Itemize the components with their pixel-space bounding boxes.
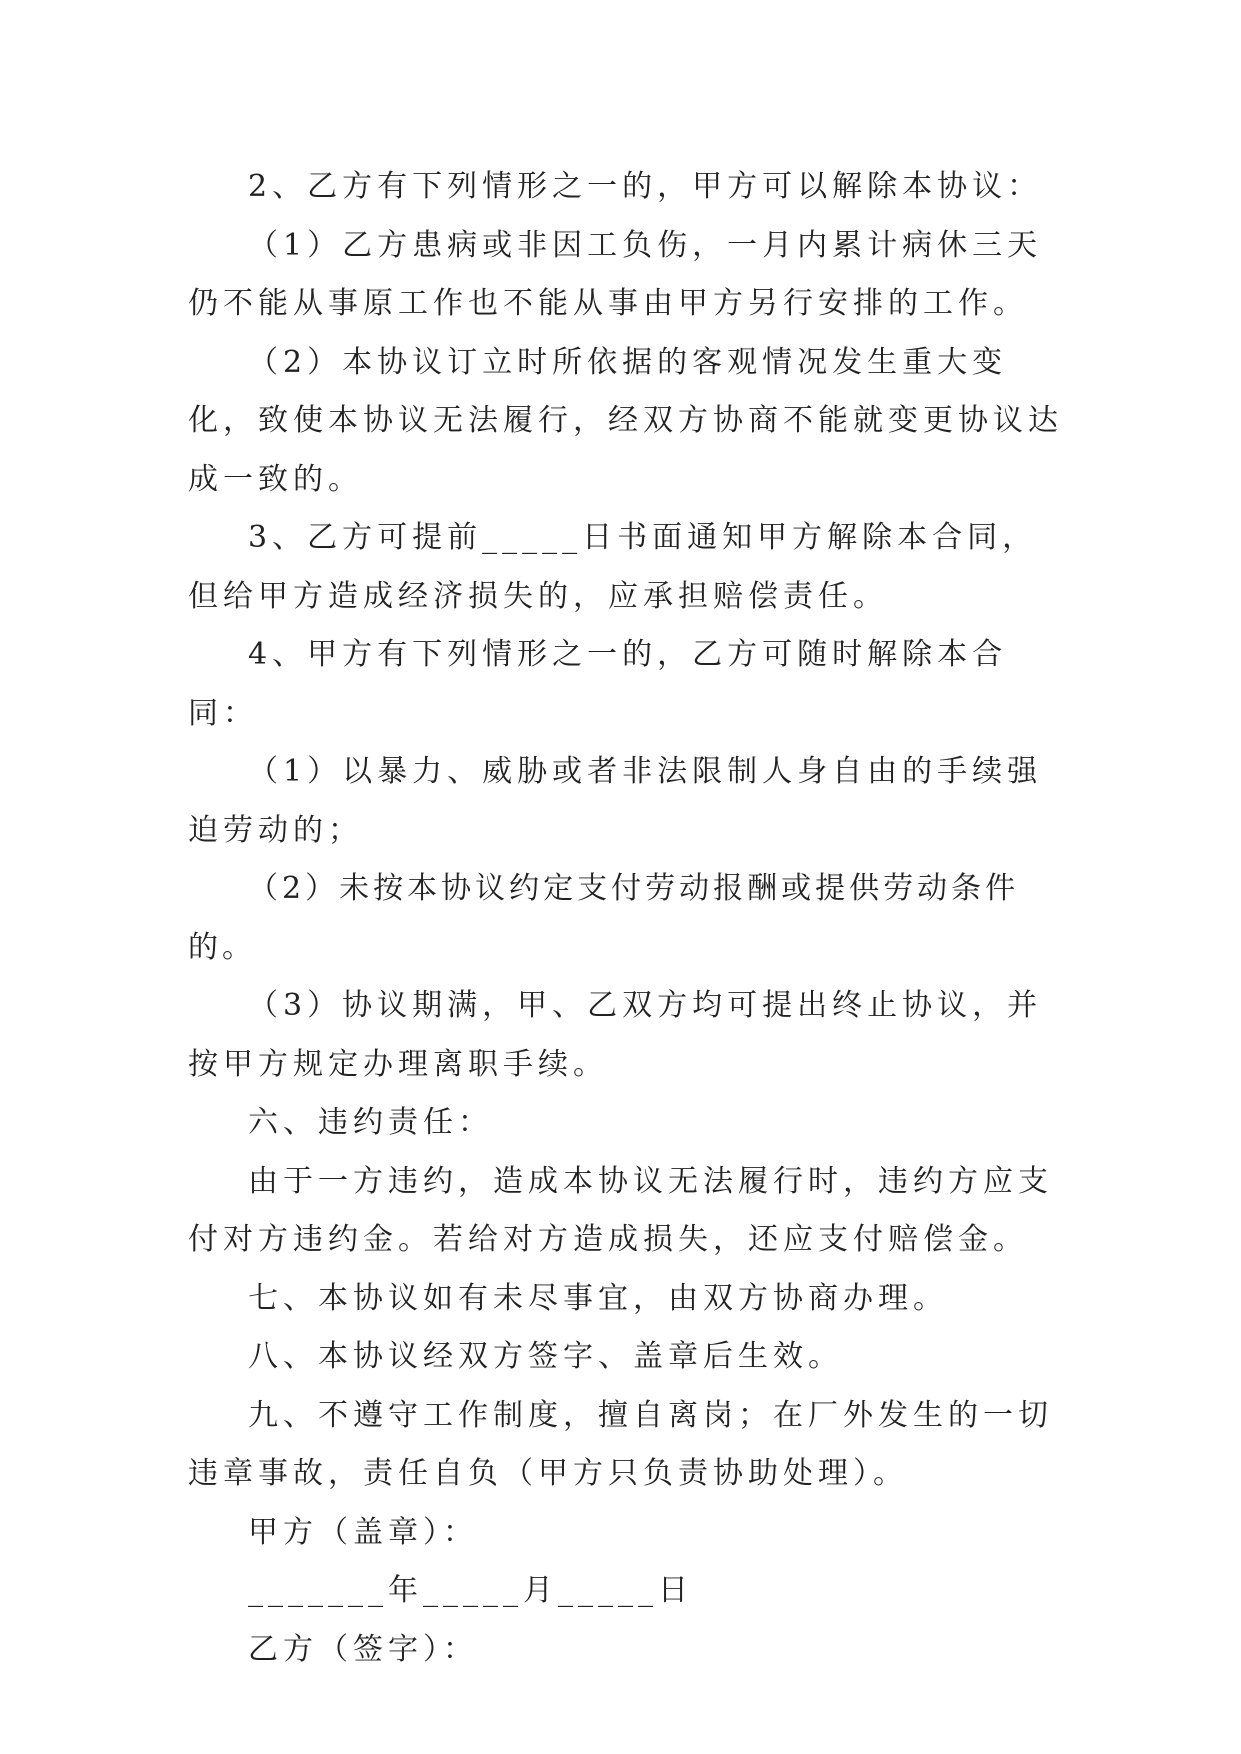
paragraph-termination-notice: 3、乙方可提前_____日书面通知甲方解除本合同，但给甲方造成经济损失的，应承担赔偿责任。: [188, 520, 1038, 614]
paragraph-clause-expiry: （3）协议期满，甲、乙双方均可提出终止协议，并按甲方规定办理离职手续。: [188, 988, 1043, 1082]
paragraph-termination-by-party-b: 4、甲方有下列情形之一的，乙方可随时解除本合同：: [188, 637, 1008, 731]
section-unresolved-matters: 七、本协议如有未尽事宜，由双方协商办理。: [248, 1280, 948, 1316]
paragraph-termination-by-party-a: 2、乙方有下列情形之一的，甲方可以解除本协议：: [248, 169, 1043, 204]
section-effective: 八、本协议经双方签字、盖章后生效。: [248, 1339, 843, 1374]
signature-party-b-sign: 乙方（签字）：: [248, 1631, 478, 1667]
signature-date-line: _______年_____月_____日: [248, 1573, 693, 1608]
paragraph-clause-forced-labor: （1）以暴力、威胁或者非法限制人身自由的手续强迫劳动的；: [188, 754, 1043, 848]
paragraph-clause-circumstance-change: （2）本协议订立时所依据的客观情况发生重大变化，致使本协议无法履行，经双方协商不能就变更协议达成一致的。: [188, 344, 1063, 497]
document-body: [188, 158, 1068, 1679]
section-heading-breach: 六、违约责任：: [248, 1105, 493, 1140]
paragraph-clause-illness: （1）乙方患病或非因工负伤，一月内累计病休三天仍不能从事原工作也不能从事由甲方另行安排的工作。: [188, 227, 1043, 321]
section-work-rules: 九、不遵守工作制度，擅自离岗；在厂外发生的一切违章事故，责任自负（甲方只负责协助处理）。: [188, 1397, 1053, 1491]
paragraph-breach-penalty: 由于一方违约，造成本协议无法履行时，违约方应支付对方违约金。若给对方造成损失，还应支付赔偿金。: [188, 1163, 1053, 1257]
paragraph-clause-unpaid-wages: （2）未按本协议约定支付劳动报酬或提供劳动条件的。: [188, 871, 1020, 965]
signature-party-a-seal: 甲方（盖章）：: [248, 1514, 478, 1550]
